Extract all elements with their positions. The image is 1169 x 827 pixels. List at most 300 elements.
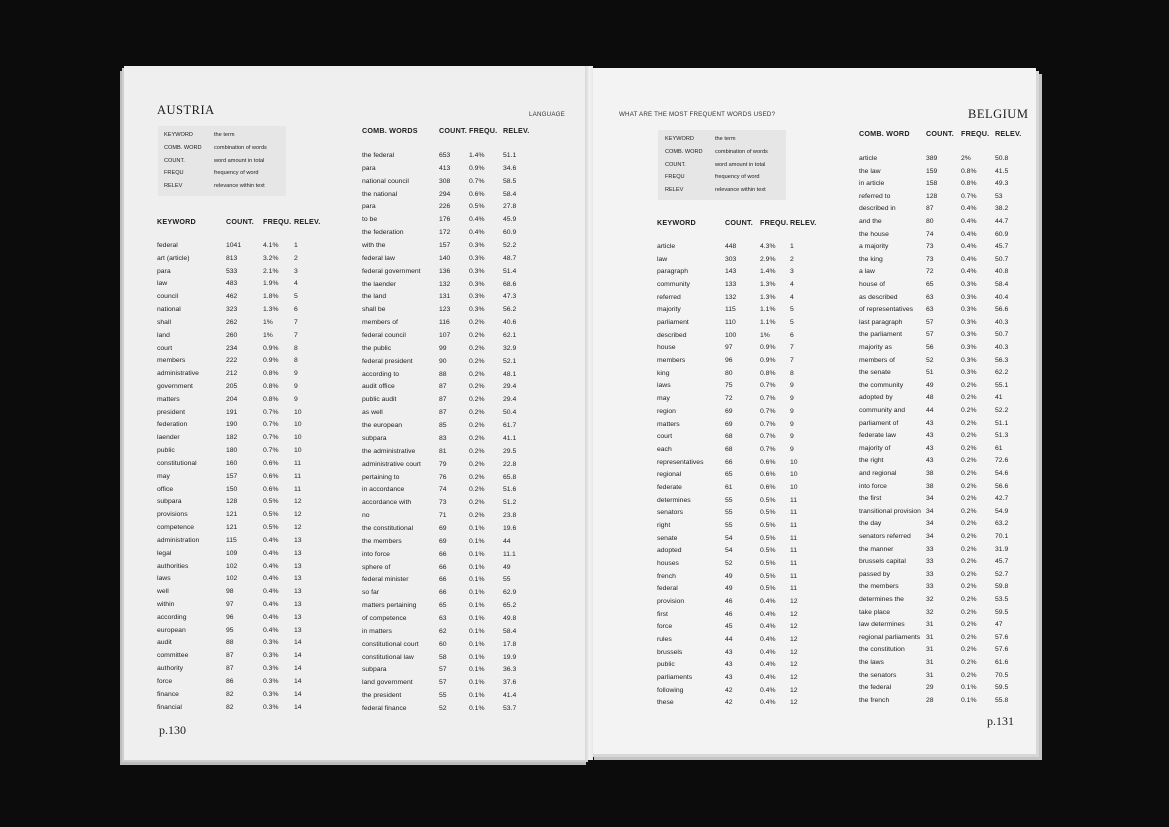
legend-description: combination of words: [715, 148, 768, 155]
keyword-table-left-cell: 0.5%: [263, 511, 279, 519]
comb-table-right-cell: 158: [926, 180, 938, 188]
comb-table-left-cell: subpara: [362, 434, 387, 442]
keyword-table-left-cell: 86: [226, 677, 234, 685]
keyword-table-right-cell: houses: [657, 560, 679, 567]
comb-table-right-header: COMB. WORD: [859, 129, 910, 138]
keyword-table-right-cell: 0.7%: [760, 382, 776, 390]
comb-table-left-cell: 0.2%: [469, 460, 485, 468]
keyword-table-right-cell: 110: [725, 319, 736, 327]
keyword-table-left-cell: 88: [226, 639, 234, 647]
keyword-table-left-cell: 0.3%: [263, 665, 279, 673]
comb-table-left-cell: 0.2%: [469, 332, 485, 340]
keyword-table-left-cell: 0.4%: [263, 588, 279, 596]
keyword-table-right-cell: first: [657, 610, 668, 618]
keyword-table-left-cell: 96: [226, 613, 234, 621]
comb-table-left-cell: 88: [439, 370, 447, 378]
keyword-table-right-cell: region: [657, 407, 676, 415]
comb-table-right-cell: 33: [926, 545, 934, 553]
keyword-table-left-cell: 95: [226, 626, 234, 634]
keyword-table-right-cell: federal: [657, 585, 678, 593]
keyword-table-right-cell: 10: [790, 471, 798, 479]
question-heading: WHAT ARE THE MOST FREQUENT WORDS USED?: [619, 111, 776, 118]
keyword-table-left-cell: 1%: [263, 318, 273, 326]
comb-table-right-cell: 63: [926, 306, 934, 314]
comb-table-right-header: RELEV.: [995, 129, 1022, 138]
comb-table-right-cell: 50.7: [995, 331, 1009, 339]
comb-table-left-cell: land government: [362, 679, 413, 687]
country-title-belgium: BELGIUM: [968, 107, 1029, 121]
comb-table-right-cell: of representatives: [859, 306, 914, 314]
comb-table-left-cell: 11.1: [503, 550, 516, 558]
keyword-table-left-cell: 4.1%: [263, 242, 279, 249]
comb-table-right-cell: 57: [926, 318, 934, 326]
comb-table-right-cell: 0.2%: [961, 671, 977, 679]
comb-table-right-cell: 0.2%: [961, 381, 977, 389]
comb-table-left-cell: 62.1: [503, 332, 517, 340]
keyword-table-left-cell: 0.4%: [263, 549, 279, 557]
keyword-table-left-cell: 0.9%: [263, 357, 279, 365]
comb-table-left-cell: 29.4: [503, 383, 517, 391]
keyword-table-left-cell: 2: [294, 254, 298, 262]
comb-table-right-cell: 42.7: [995, 495, 1009, 503]
keyword-table-left-header: FREQU.: [263, 217, 292, 226]
keyword-table-left-cell: legal: [157, 549, 172, 557]
comb-table-left-cell: 116: [439, 319, 450, 327]
keyword-table-right-cell: 12: [790, 699, 798, 707]
keyword-table-left-cell: 1.9%: [263, 280, 279, 288]
comb-table-right-cell: 70.5: [995, 671, 1009, 679]
comb-table-left-cell: 85: [439, 422, 447, 430]
keyword-table-left-cell: well: [157, 588, 169, 596]
keyword-table-left-cell: 11: [294, 485, 302, 493]
comb-table-right-cell: 31.9: [995, 545, 1009, 553]
comb-table-left-cell: 0.2%: [469, 357, 485, 365]
legend-term: FREQU: [164, 170, 184, 177]
keyword-table-left-cell: 0.4%: [263, 575, 279, 583]
comb-table-right-cell: 0.7%: [961, 192, 977, 200]
comb-table-right-cell: 34: [926, 495, 934, 503]
comb-table-right-cell: 47: [995, 621, 1003, 629]
comb-table-left-cell: 0.4%: [469, 229, 485, 237]
comb-table-left-cell: 29.5: [503, 447, 517, 455]
keyword-table-right-cell: federate: [657, 483, 682, 491]
keyword-table-left-cell: 12: [294, 511, 302, 519]
keyword-table-right-cell: 55: [725, 496, 733, 504]
keyword-table-left-cell: 10: [294, 421, 302, 429]
comb-table-right-cell: 38: [926, 482, 934, 490]
keyword-table-right-cell: 54: [725, 547, 733, 555]
comb-table-left-cell: 0.1%: [469, 563, 485, 571]
keyword-table-right-cell: 5: [790, 306, 794, 314]
comb-table-left-cell: 132: [439, 280, 451, 288]
comb-table-left-cell: 60: [439, 640, 447, 648]
comb-table-left-cell: the european: [362, 422, 403, 430]
comb-table-left-cell: 0.3%: [469, 242, 485, 250]
comb-table-left-cell: 0.1%: [469, 589, 485, 597]
comb-table-left-cell: 0.2%: [469, 370, 485, 378]
comb-table-right-cell: the federal: [859, 684, 892, 692]
comb-table-right-cell: 0.3%: [961, 331, 977, 339]
keyword-table-right-cell: 0.5%: [760, 547, 776, 555]
comb-table-right-cell: the laws: [859, 659, 884, 666]
comb-table-left-cell: accordance with: [362, 499, 412, 507]
keyword-table-right-cell: 46: [725, 610, 733, 618]
comb-table-left-cell: according to: [362, 370, 400, 378]
comb-table-left-cell: shall be: [362, 306, 386, 314]
comb-table-left-cell: 52.1: [503, 357, 517, 365]
keyword-table-left-cell: 0.7%: [263, 447, 279, 455]
comb-table-right-cell: 0.4%: [961, 268, 977, 276]
keyword-table-right-cell: 45: [725, 623, 733, 631]
keyword-table-left-cell: 262: [226, 318, 238, 326]
comb-table-right-cell: 56.3: [995, 356, 1009, 364]
comb-table-right-cell: 33: [926, 558, 934, 566]
comb-table-right-cell: 73: [926, 243, 934, 251]
legend-term: RELEV: [164, 183, 183, 190]
comb-table-left-cell: 0.1%: [469, 537, 485, 545]
comb-table-left-cell: 0.2%: [469, 422, 485, 430]
keyword-table-left-cell: 160: [226, 459, 238, 467]
keyword-table-left-cell: constitutional: [157, 459, 197, 467]
keyword-table-left-cell: 128: [226, 498, 238, 506]
keyword-table-right-cell: matters: [657, 420, 680, 428]
keyword-table-right-header: FREQU.: [760, 218, 789, 227]
comb-table-left-cell: 0.1%: [469, 640, 485, 648]
comb-table-left-header: RELEV.: [503, 126, 530, 135]
comb-table-right-cell: 32: [926, 608, 934, 616]
comb-table-right-cell: 0.2%: [961, 419, 977, 427]
keyword-table-right-cell: 72: [725, 395, 733, 403]
keyword-table-left-cell: 87: [226, 665, 234, 673]
comb-table-right-cell: the parliament: [859, 331, 903, 339]
keyword-table-right-cell: 132: [725, 293, 737, 301]
comb-table-left-cell: 0.2%: [469, 396, 485, 404]
comb-table-right-cell: 0.2%: [961, 457, 977, 465]
keyword-table-left-cell: 1.3%: [263, 306, 279, 314]
comb-table-right-cell: 63: [926, 293, 934, 301]
comb-table-left-cell: 65: [439, 602, 447, 610]
keyword-table-right-cell: 66: [725, 458, 733, 466]
comb-table-right-cell: 0.2%: [961, 520, 977, 528]
comb-table-left-cell: 52.2: [503, 242, 517, 250]
comb-table-left-cell: 0.2%: [469, 409, 485, 417]
keyword-table-right-cell: 11: [790, 534, 798, 542]
legend-description: word amount in total: [715, 161, 766, 168]
keyword-table-right-cell: 0.5%: [760, 572, 776, 580]
comb-table-left-cell: 53.7: [503, 704, 517, 712]
keyword-table-right-cell: 12: [790, 598, 798, 606]
legend-term: KEYWORD: [665, 136, 694, 142]
keyword-table-left-cell: 10: [294, 408, 302, 416]
keyword-table-right-cell: 4: [790, 293, 794, 301]
legend-description: the term: [715, 136, 736, 142]
keyword-table-right-cell: following: [657, 686, 684, 694]
keyword-table-left-cell: 5: [294, 293, 298, 301]
comb-table-right-cell: adopted by: [859, 394, 893, 402]
keyword-table-left-cell: 12: [294, 498, 302, 506]
keyword-table-right-cell: 12: [790, 636, 798, 644]
comb-table-left-cell: 0.6%: [469, 190, 485, 198]
keyword-table-right-header: COUNT.: [725, 218, 753, 227]
comb-table-left-cell: 56.2: [503, 306, 517, 314]
comb-table-right-cell: 0.2%: [961, 444, 977, 452]
keyword-table-right-cell: 5: [790, 319, 794, 327]
comb-table-right-cell: 0.2%: [961, 507, 977, 515]
keyword-table-left-cell: 0.4%: [263, 600, 279, 608]
comb-table-left-cell: the members: [362, 537, 402, 545]
comb-table-left-cell: 58.4: [503, 190, 517, 198]
comb-table-right-cell: 52.7: [995, 570, 1009, 578]
keyword-table-right-cell: 11: [790, 547, 798, 555]
comb-table-left-cell: 413: [439, 164, 451, 172]
keyword-table-left-cell: 0.6%: [263, 485, 279, 493]
keyword-table-right-cell: 0.6%: [760, 471, 776, 479]
comb-table-left-cell: matters pertaining: [362, 602, 417, 610]
keyword-table-left-cell: 222: [226, 357, 238, 365]
keyword-table-left-cell: provisions: [157, 511, 188, 519]
comb-table-left-cell: 0.3%: [469, 254, 485, 262]
comb-table-left-cell: the federation: [362, 229, 404, 237]
keyword-table-left-cell: 3.2%: [263, 254, 279, 262]
comb-table-right-header: FREQU.: [961, 129, 990, 138]
comb-table-left-header: FREQU.: [469, 126, 498, 135]
book-gutter: [585, 66, 593, 760]
comb-table-left-cell: the administrative: [362, 447, 416, 455]
comb-table-right-cell: 41: [995, 394, 1003, 402]
comb-table-right-cell: 65: [926, 281, 934, 288]
keyword-table-right-cell: senate: [657, 534, 678, 542]
keyword-table-right-cell: 0.4%: [760, 636, 776, 644]
comb-table-left-cell: 40.6: [503, 319, 517, 327]
comb-table-left-cell: 157: [439, 242, 451, 250]
comb-table-left-cell: 172: [439, 229, 451, 237]
comb-table-right-cell: and regional: [859, 470, 897, 477]
comb-table-left-cell: 0.4%: [469, 216, 485, 224]
comb-table-right-cell: brussels capital: [859, 558, 906, 566]
keyword-table-left-cell: 11: [294, 472, 302, 480]
keyword-table-right-cell: 1%: [760, 331, 770, 339]
comb-table-left-cell: 0.2%: [469, 319, 485, 327]
keyword-table-left-cell: 204: [226, 395, 238, 403]
keyword-table-right-cell: members: [657, 357, 686, 365]
comb-table-left-cell: 27.8: [503, 203, 517, 211]
keyword-table-left-cell: law: [157, 280, 168, 288]
comb-table-right-cell: a law: [859, 268, 875, 276]
comb-table-right-cell: the french: [859, 696, 890, 704]
comb-table-left-cell: 41.1: [503, 434, 517, 442]
keyword-table-left-cell: council: [157, 293, 179, 301]
comb-table-right-cell: 0.4%: [961, 205, 977, 213]
keyword-table-right-cell: brussels: [657, 648, 683, 656]
comb-table-left-header: COUNT.: [439, 126, 467, 135]
keyword-table-left-cell: 14: [294, 665, 302, 673]
comb-table-right-cell: 57.6: [995, 633, 1009, 641]
comb-table-left-cell: 37.6: [503, 679, 517, 687]
keyword-table-right-cell: 4: [790, 281, 794, 289]
keyword-table-left-cell: 190: [226, 421, 238, 429]
keyword-table-left-cell: 14: [294, 652, 302, 660]
comb-table-right-cell: 43: [926, 444, 934, 452]
keyword-table-right-cell: 100: [725, 331, 737, 339]
comb-table-right-cell: 0.2%: [961, 659, 977, 666]
comb-table-right-cell: 44: [926, 407, 934, 414]
keyword-table-left-cell: committee: [157, 652, 189, 660]
comb-table-right-cell: 45.7: [995, 243, 1009, 251]
comb-table-left-cell: 653: [439, 152, 451, 159]
keyword-table-left-cell: 0.3%: [263, 703, 279, 711]
comb-table-right-cell: 61: [995, 444, 1003, 452]
comb-table-left-cell: 66: [439, 589, 447, 597]
comb-table-left-cell: 17.8: [503, 640, 517, 648]
comb-table-left-cell: 23.8: [503, 512, 517, 520]
comb-table-right-cell: 0.4%: [961, 255, 977, 263]
keyword-table-left-cell: 0.4%: [263, 626, 279, 634]
comb-table-right-cell: 0.3%: [961, 281, 977, 288]
keyword-table-left-cell: 87: [226, 652, 234, 660]
comb-table-left-cell: 226: [439, 203, 451, 211]
keyword-table-left-cell: 13: [294, 613, 302, 621]
keyword-table-left-cell: 0.8%: [263, 383, 279, 391]
comb-table-left-cell: audit office: [362, 383, 395, 391]
comb-table-left-cell: 0.2%: [469, 499, 485, 507]
keyword-table-right-cell: 4.3%: [760, 243, 776, 250]
legend-term: COMB. WORD: [164, 144, 202, 151]
comb-table-right-cell: 55.1: [995, 381, 1009, 389]
comb-table-left-cell: 76: [439, 473, 447, 481]
comb-table-left-cell: 45.9: [503, 216, 517, 224]
comb-table-left-cell: 51.2: [503, 499, 517, 507]
comb-table-right-cell: 38: [926, 470, 934, 477]
comb-table-right-cell: the day: [859, 520, 882, 528]
keyword-table-right-cell: 9: [790, 382, 794, 390]
comb-table-left-cell: 294: [439, 190, 451, 198]
keyword-table-right-cell: 0.4%: [760, 699, 776, 707]
comb-table-right-cell: 0.2%: [961, 482, 977, 490]
keyword-table-right-cell: 55: [725, 521, 733, 529]
comb-table-right-cell: 0.1%: [961, 696, 977, 704]
comb-table-left-cell: 136: [439, 267, 451, 275]
keyword-table-left-cell: 115: [226, 536, 237, 544]
keyword-table-left-cell: force: [157, 677, 173, 685]
comb-table-right-cell: 0.2%: [961, 596, 977, 603]
comb-table-left-cell: national council: [362, 177, 409, 185]
keyword-table-right-cell: 0.5%: [760, 521, 776, 529]
comb-table-left-cell: federal minister: [362, 576, 409, 584]
keyword-table-left-cell: art (article): [157, 254, 190, 262]
keyword-table-right-cell: 143: [725, 268, 737, 276]
comb-table-left-cell: pertaining to: [362, 473, 400, 481]
comb-table-left-cell: the national: [362, 190, 398, 198]
keyword-table-right-cell: 0.5%: [760, 585, 776, 593]
comb-table-right-cell: 0.3%: [961, 318, 977, 326]
keyword-table-right-cell: these: [657, 699, 674, 707]
comb-table-left-cell: 68.6: [503, 280, 517, 288]
keyword-table-left-cell: federation: [157, 421, 188, 429]
comb-table-right-cell: 41.5: [995, 167, 1009, 175]
keyword-table-left-cell: 121: [226, 524, 238, 532]
comb-table-right-cell: 50.8: [995, 155, 1009, 162]
keyword-table-left-cell: public: [157, 447, 175, 455]
comb-table-right-cell: 0.3%: [961, 356, 977, 364]
comb-table-right-cell: 0.3%: [961, 369, 977, 377]
keyword-table-right-cell: law: [657, 255, 668, 263]
comb-table-right-cell: described in: [859, 205, 896, 213]
comb-table-right-cell: 0.4%: [961, 218, 977, 225]
comb-table-right-cell: determines the: [859, 596, 904, 603]
keyword-table-right-cell: 448: [725, 243, 737, 250]
comb-table-right-cell: 0.3%: [961, 344, 977, 351]
keyword-table-right-header: KEYWORD: [657, 218, 696, 227]
comb-table-left-cell: 308: [439, 177, 451, 185]
comb-table-right-cell: federate law: [859, 432, 897, 440]
keyword-table-right-cell: 9: [790, 445, 794, 453]
keyword-table-left-cell: 191: [226, 408, 238, 416]
comb-table-right-cell: the manner: [859, 545, 894, 553]
comb-table-left-cell: 69: [439, 537, 447, 545]
comb-table-left-cell: 0.5%: [469, 203, 485, 211]
keyword-table-right-cell: majority: [657, 306, 681, 314]
comb-table-left-cell: constitutional law: [362, 653, 414, 661]
keyword-table-left-cell: 109: [226, 549, 238, 557]
comb-table-left-cell: 58.4: [503, 627, 517, 635]
keyword-table-left-cell: administrative: [157, 370, 199, 378]
page-number-left: p.130: [159, 723, 186, 737]
comb-table-right-cell: 59.8: [995, 583, 1009, 591]
keyword-table-left-cell: 10: [294, 434, 302, 442]
keyword-table-right-cell: 11: [790, 560, 798, 567]
comb-table-left-cell: in matters: [362, 627, 392, 635]
comb-table-left-cell: 58: [439, 653, 447, 661]
legend-term: COUNT.: [665, 161, 686, 168]
comb-table-left-cell: 19.9: [503, 653, 517, 661]
comb-table-left-cell: 19.6: [503, 524, 517, 532]
comb-table-left-cell: 63: [439, 614, 447, 622]
comb-table-right-cell: community and: [859, 407, 906, 414]
keyword-table-left-cell: laender: [157, 434, 180, 442]
comb-table-right-cell: 44.7: [995, 218, 1009, 225]
keyword-table-left-cell: audit: [157, 639, 172, 647]
keyword-table-right-cell: 69: [725, 407, 733, 415]
keyword-table-left-cell: 6: [294, 306, 298, 314]
legend-description: relevance within text: [214, 183, 265, 190]
keyword-table-left-cell: 0.4%: [263, 562, 279, 570]
comb-table-left-cell: the federal: [362, 152, 395, 159]
comb-table-right-header: COUNT.: [926, 129, 954, 138]
keyword-table-right-cell: 1.4%: [760, 268, 776, 276]
keyword-table-left-cell: 13: [294, 626, 302, 634]
comb-table-left-cell: 49: [503, 563, 511, 571]
comb-table-right-cell: 53: [995, 192, 1003, 200]
keyword-table-right-cell: 12: [790, 661, 798, 669]
comb-table-right-cell: 33: [926, 583, 934, 591]
comb-table-left-cell: 36.3: [503, 666, 517, 674]
keyword-table-right-cell: 8: [790, 369, 794, 377]
keyword-table-right-cell: 68: [725, 433, 733, 441]
comb-table-right-cell: 56: [926, 344, 934, 351]
comb-table-left-cell: 58.5: [503, 177, 517, 185]
keyword-table-left-cell: 1%: [263, 331, 273, 339]
keyword-table-right-cell: 0.8%: [760, 369, 776, 377]
comb-table-right-cell: 0.4%: [961, 230, 977, 238]
keyword-table-right-cell: 49: [725, 585, 733, 593]
keyword-table-left-cell: 0.5%: [263, 524, 279, 532]
comb-table-right-cell: 33: [926, 570, 934, 578]
keyword-table-right-cell: 0.7%: [760, 433, 776, 441]
keyword-table-right-cell: 80: [725, 369, 733, 377]
comb-table-left-cell: 29.4: [503, 396, 517, 404]
comb-table-left-cell: 66: [439, 550, 447, 558]
legend-term: RELEV: [665, 187, 684, 194]
